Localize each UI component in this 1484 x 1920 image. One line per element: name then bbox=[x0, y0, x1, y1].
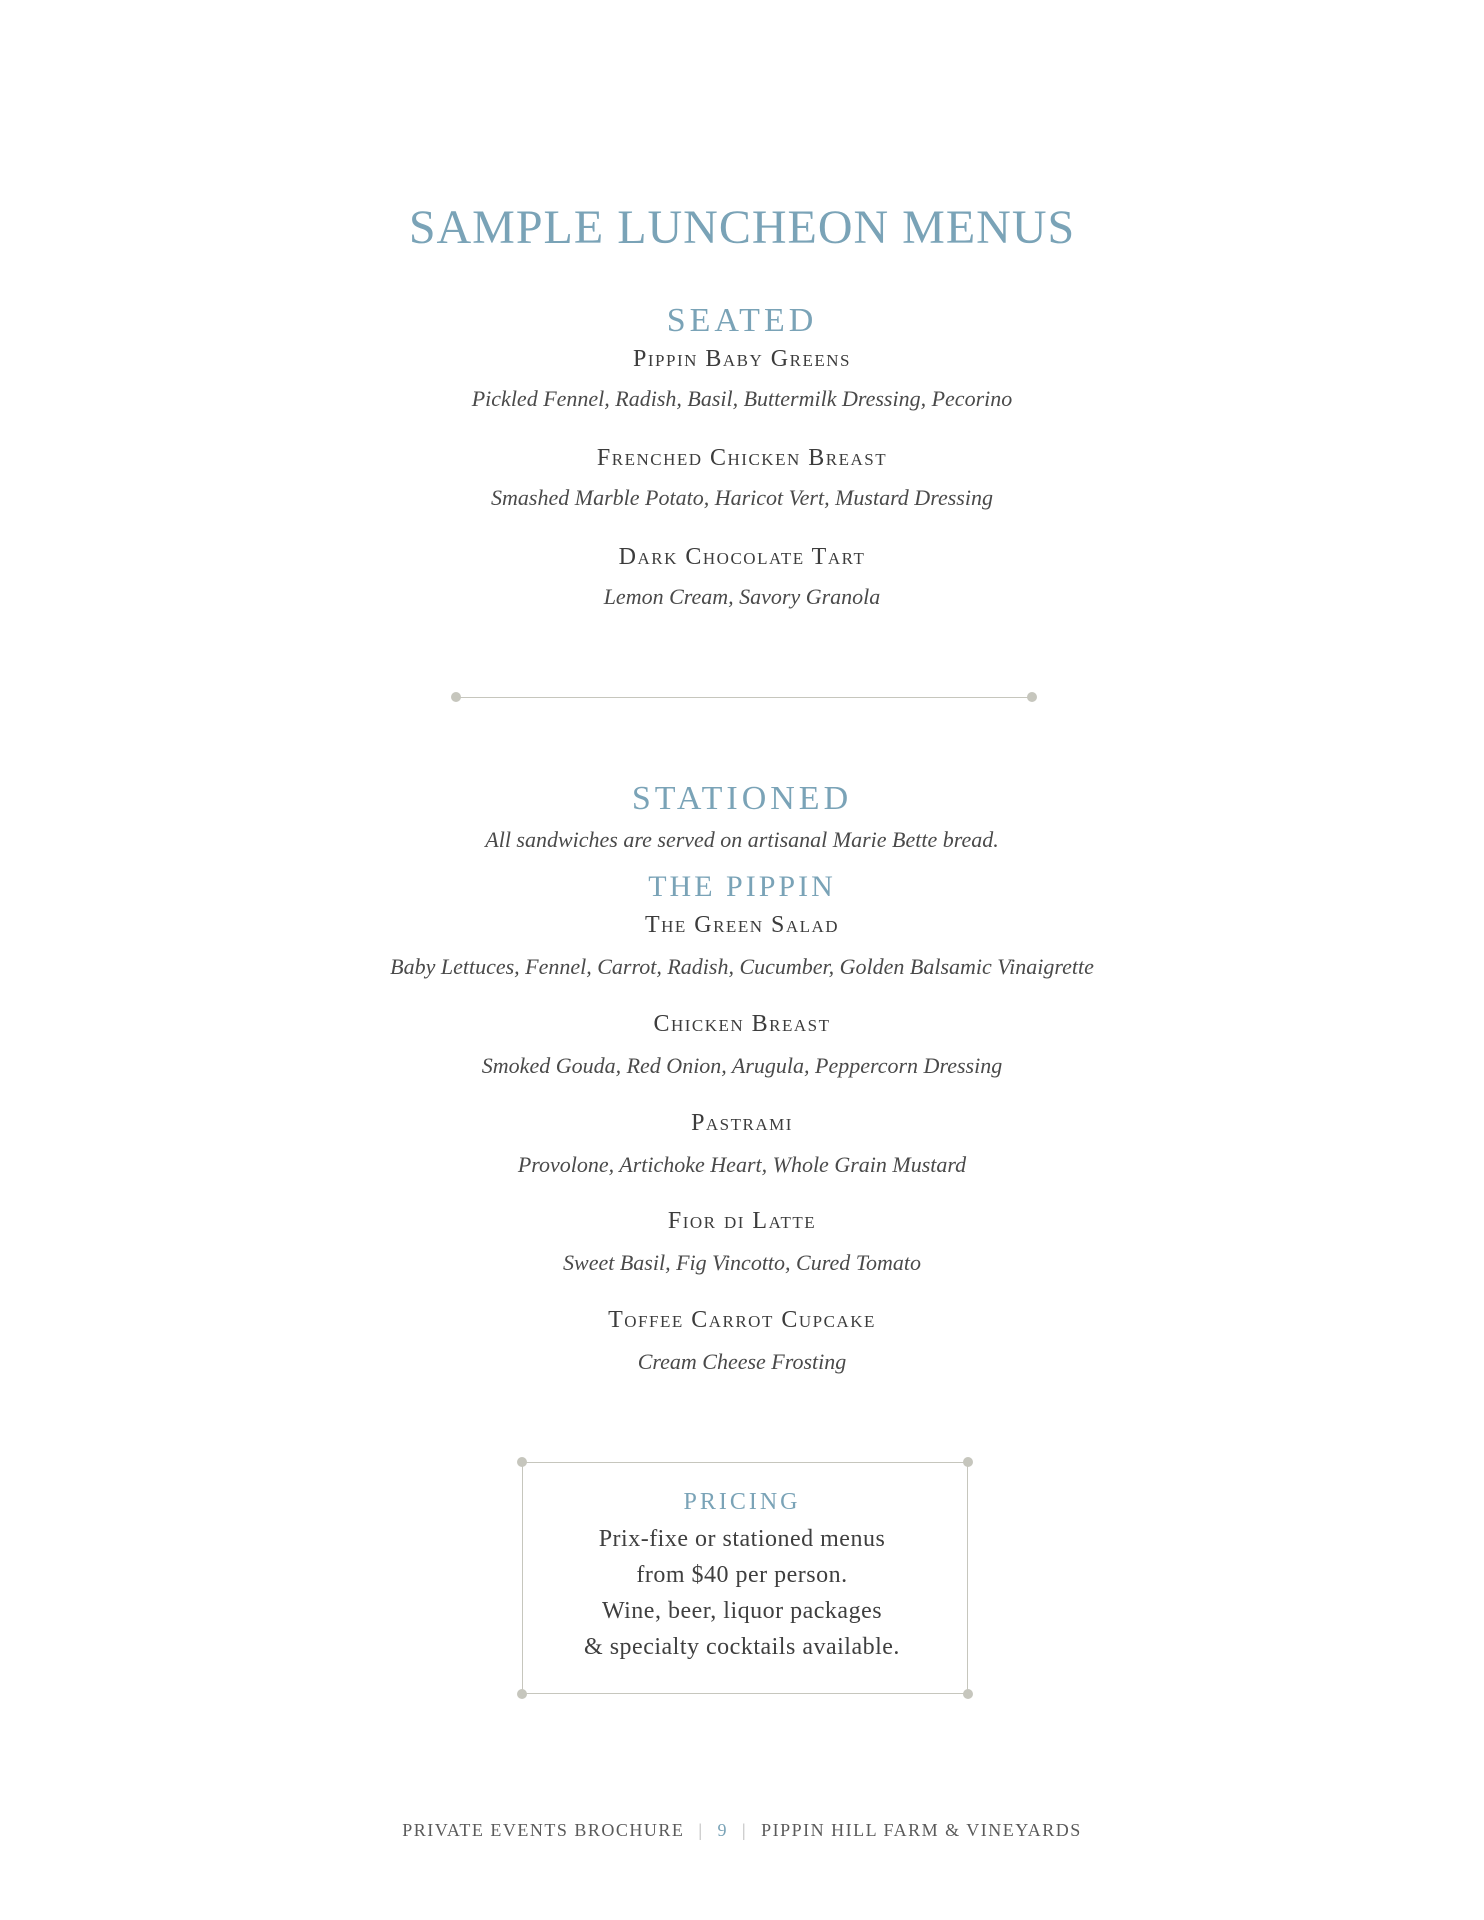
pricing-corner-dot bbox=[517, 1689, 527, 1699]
page-footer bbox=[0, 1820, 1484, 1841]
seated-heading: SEATED bbox=[666, 302, 818, 339]
stationed-item-desc: Provolone, Artichoke Heart, Whole Grain Mustard bbox=[517, 1152, 967, 1177]
stationed-item-desc: Baby Lettuces, Fennel, Carrot, Radish, Cucumber, Golden Balsamic Vinaigrette bbox=[390, 954, 1094, 979]
section-divider bbox=[456, 697, 1036, 698]
divider-dot-left bbox=[451, 692, 461, 702]
footer-left: PRIVATE EVENTS BROCHURE bbox=[402, 1820, 685, 1840]
seated-item-name: Pippin Baby Greens bbox=[633, 346, 851, 372]
seated-item-desc: Pickled Fennel, Radish, Basil, Buttermilk Dressing, Pecorino bbox=[471, 386, 1013, 411]
seated-item-desc: Smashed Marble Potato, Haricot Vert, Mustard Dressing bbox=[491, 485, 993, 510]
pricing-line: Prix-fixe or stationed menus bbox=[598, 1526, 886, 1552]
divider-dot-right bbox=[1027, 692, 1037, 702]
stationed-item-desc: Sweet Basil, Fig Vincotto, Cured Tomato bbox=[563, 1250, 921, 1275]
footer-separator: | bbox=[742, 1820, 748, 1840]
pricing-corner-dot bbox=[963, 1689, 973, 1699]
stationed-item-name: Pastrami bbox=[691, 1110, 793, 1136]
page-title: SAMPLE LUNCHEON MENUS bbox=[408, 201, 1076, 254]
seated-item-name: Dark Chocolate Tart bbox=[618, 544, 866, 570]
pricing-line: from $40 per person. bbox=[636, 1562, 848, 1588]
seated-item-desc: Lemon Cream, Savory Granola bbox=[603, 584, 881, 609]
stationed-note: All sandwiches are served on artisanal Marie Bette bread. bbox=[485, 827, 999, 852]
pricing-line: Wine, beer, liquor packages bbox=[601, 1598, 883, 1624]
seated-item-name: Frenched Chicken Breast bbox=[596, 445, 888, 471]
pricing-line: & specialty cocktails available. bbox=[584, 1634, 900, 1660]
stationed-item-name: Fior di Latte bbox=[667, 1208, 817, 1234]
stationed-subheading: THE PIPPIN bbox=[648, 870, 836, 903]
pricing-heading: PRICING bbox=[683, 1489, 801, 1515]
footer-right: PIPPIN HILL FARM & VINEYARDS bbox=[761, 1820, 1082, 1840]
stationed-item-desc: Cream Cheese Frosting bbox=[637, 1349, 847, 1374]
pricing-corner-dot bbox=[517, 1457, 527, 1467]
stationed-item-desc: Smoked Gouda, Red Onion, Arugula, Peppercorn Dressing bbox=[481, 1053, 1003, 1078]
stationed-item-name: The Green Salad bbox=[644, 912, 840, 938]
pricing-corner-dot bbox=[963, 1457, 973, 1467]
stationed-item-name: Toffee Carrot Cupcake bbox=[608, 1307, 876, 1333]
page-number: 9 bbox=[717, 1820, 728, 1840]
stationed-item-name: Chicken Breast bbox=[653, 1011, 831, 1037]
stationed-heading: STATIONED bbox=[631, 780, 853, 817]
footer-separator: | bbox=[698, 1820, 704, 1840]
